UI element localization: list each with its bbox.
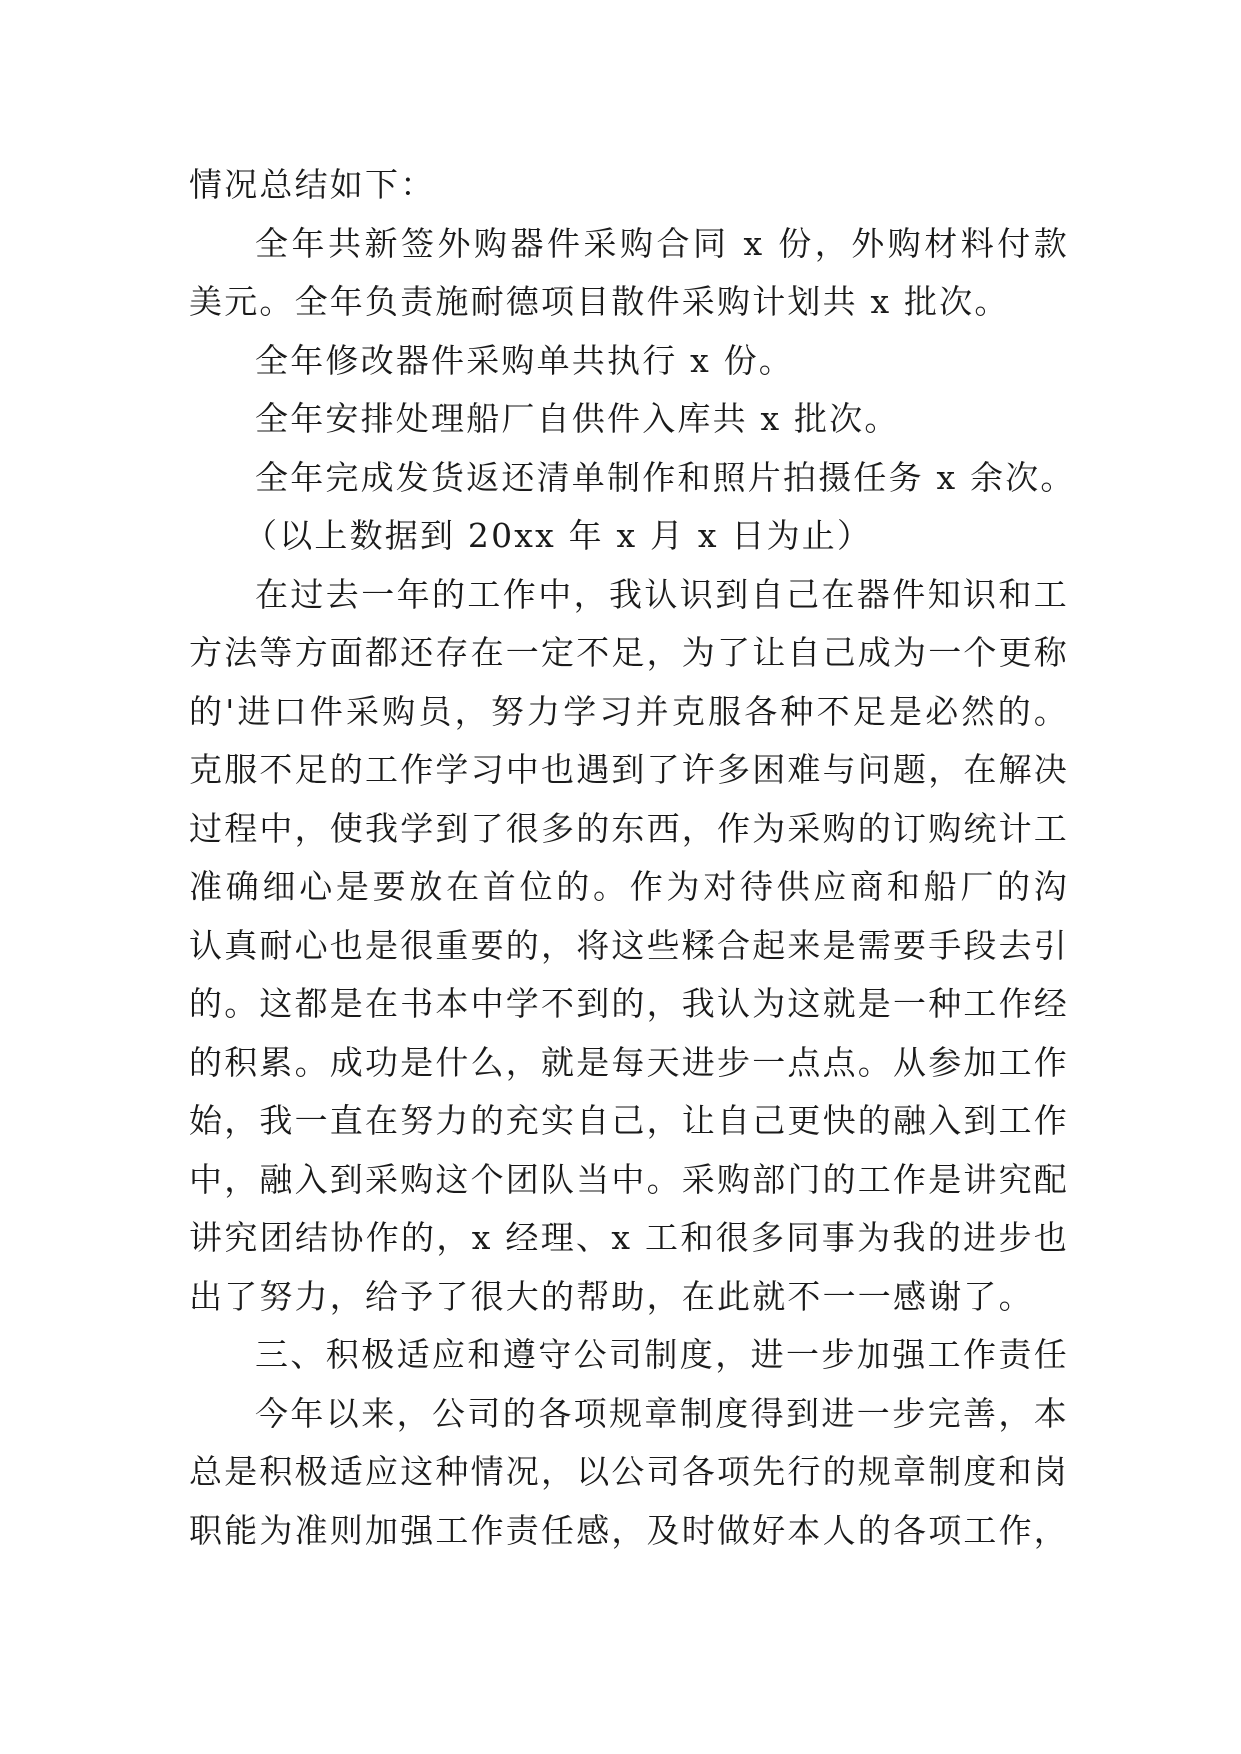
section-heading: 三、积极适应和遵守公司制度，进一步加强工作责任 <box>255 1335 1069 1374</box>
text-line: 方法等方面都还存在一定不足，为了让自己成为一个更称 <box>189 633 1069 672</box>
text-line: 总是积极适应这种情况，以公司各项先行的规章制度和岗 <box>189 1452 1069 1491</box>
text-line: 美元。全年负责施耐德项目散件采购计划共 x 批次。 <box>189 282 1010 321</box>
text-line: 的'进口件采购员，努力学习并克服各种不足是必然的。 <box>189 691 1069 731</box>
text-line: 克服不足的工作学习中也遇到了许多困难与问题，在解决 <box>189 750 1069 789</box>
text-line: 出了努力，给予了很大的帮助，在此就不一一感谢了。 <box>189 1276 1034 1316</box>
document-body <box>189 156 1076 1560</box>
text-line: 讲究团结协作的，x 经理、x 工和很多同事为我的进步也 <box>189 1218 1069 1257</box>
text-line: 的。这都是在书本中学不到的，我认为这就是一种工作经 <box>189 984 1069 1023</box>
text-line: 认真耐心也是很重要的，将这些糅合起来是需要手段去引 <box>189 925 1069 965</box>
text-line: 中，融入到采购这个团队当中。采购部门的工作是讲究配 <box>189 1159 1069 1199</box>
text-line: 今年以来，公司的各项规章制度得到进一步完善，本 <box>255 1393 1069 1433</box>
text-line: 的积累。成功是什么，就是每天进步一点点。从参加工作 <box>189 1042 1069 1082</box>
text-line: 情况总结如下： <box>189 165 436 204</box>
text-line: 全年修改器件采购单共执行 x 份。 <box>255 340 794 380</box>
text-line: 全年共新签外购器件采购合同 x 份，外购材料付款 <box>255 223 1069 263</box>
text-line: 在过去一年的工作中，我认识到自己在器件知识和工 <box>255 574 1069 614</box>
text-line: （以上数据到 20xx 年 x 月 x 日为止） <box>244 516 873 555</box>
text-line: 过程中，使我学到了很多的东西，作为采购的订购统计工 <box>189 808 1069 848</box>
text-line: 全年安排处理船厂自供件入库共 x 批次。 <box>255 399 900 438</box>
text-line: 始，我一直在努力的充实自己，让自己更快的融入到工作 <box>189 1101 1069 1140</box>
text-line: 全年完成发货返还清单制作和照片拍摄任务 x 余次。 <box>255 457 1076 497</box>
text-line: 职能为准则加强工作责任感，及时做好本人的各项工作， <box>189 1510 1069 1550</box>
text-line: 准确细心是要放在首位的。作为对待供应商和船厂的沟 <box>189 867 1069 906</box>
